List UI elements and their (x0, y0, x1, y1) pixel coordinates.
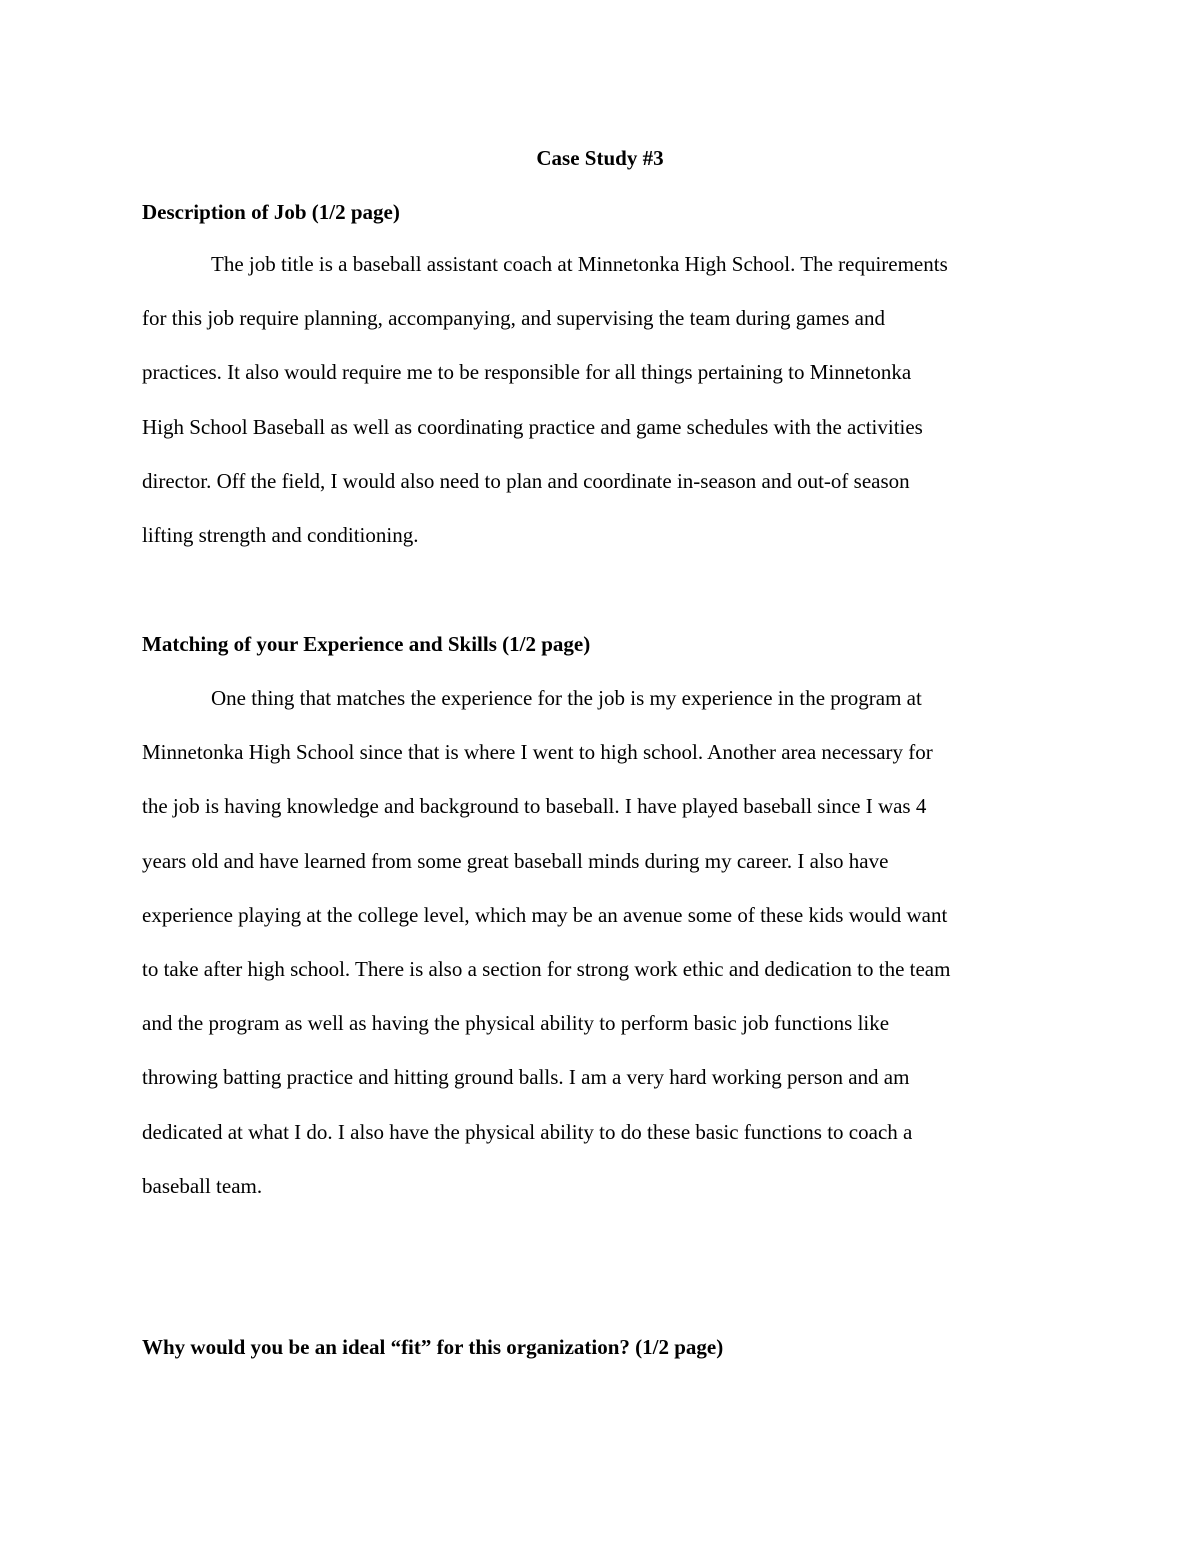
paragraph-line: the job is having knowledge and background to baseball. I have played baseball since I was 4 (142, 794, 927, 819)
paragraph-line: Minnetonka High School since that is where I went to high school. Another area necessary for (142, 740, 933, 765)
paragraph-line: years old and have learned from some great baseball minds during my career. I also have (142, 848, 889, 873)
section-heading-job-description: Description of Job (1/2 page) (142, 200, 400, 224)
paragraph-line: High School Baseball as well as coordinating practice and game schedules with the activities (142, 414, 923, 439)
paragraph-line: director. Off the field, I would also need to plan and coordinate in-season and out-of season (142, 468, 910, 493)
paragraph-line: throwing batting practice and hitting ground balls. I am a very hard working person and am (142, 1065, 910, 1090)
paragraph-line: The job title is a baseball assistant coach at Minnetonka High School. The requirements (211, 252, 948, 276)
paragraph-line: dedicated at what I do. I also have the physical ability to do these basic functions to coach a (142, 1119, 913, 1144)
paragraph-line: experience playing at the college level, which may be an avenue some of these kids would want (142, 902, 948, 927)
paragraph-line: practices. It also would require me to be responsible for all things pertaining to Minnetonka (142, 360, 912, 385)
paragraph-line: and the program as well as having the physical ability to perform basic job functions like (142, 1011, 890, 1036)
section-heading-experience-skills: Matching of your Experience and Skills (1/2 page) (142, 632, 591, 656)
page-title: Case Study #3 (536, 146, 664, 170)
paragraph-job-description (142, 249, 1072, 574)
section-heading-ideal-fit: Why would you be an ideal “fit” for this organization? (1/2 page) (142, 1335, 724, 1359)
paragraph-line: baseball team. (142, 1173, 263, 1198)
paragraph-line: for this job require planning, accompanying, and supervising the team during games and (142, 306, 885, 331)
paragraph-line: to take after high school. There is also a section for strong work ethic and dedication to the team (142, 956, 951, 981)
paragraph-experience-skills (142, 683, 1072, 1225)
paragraph-line: One thing that matches the experience for the job is my experience in the program at (211, 686, 922, 710)
paragraph-line: lifting strength and conditioning. (142, 522, 419, 547)
